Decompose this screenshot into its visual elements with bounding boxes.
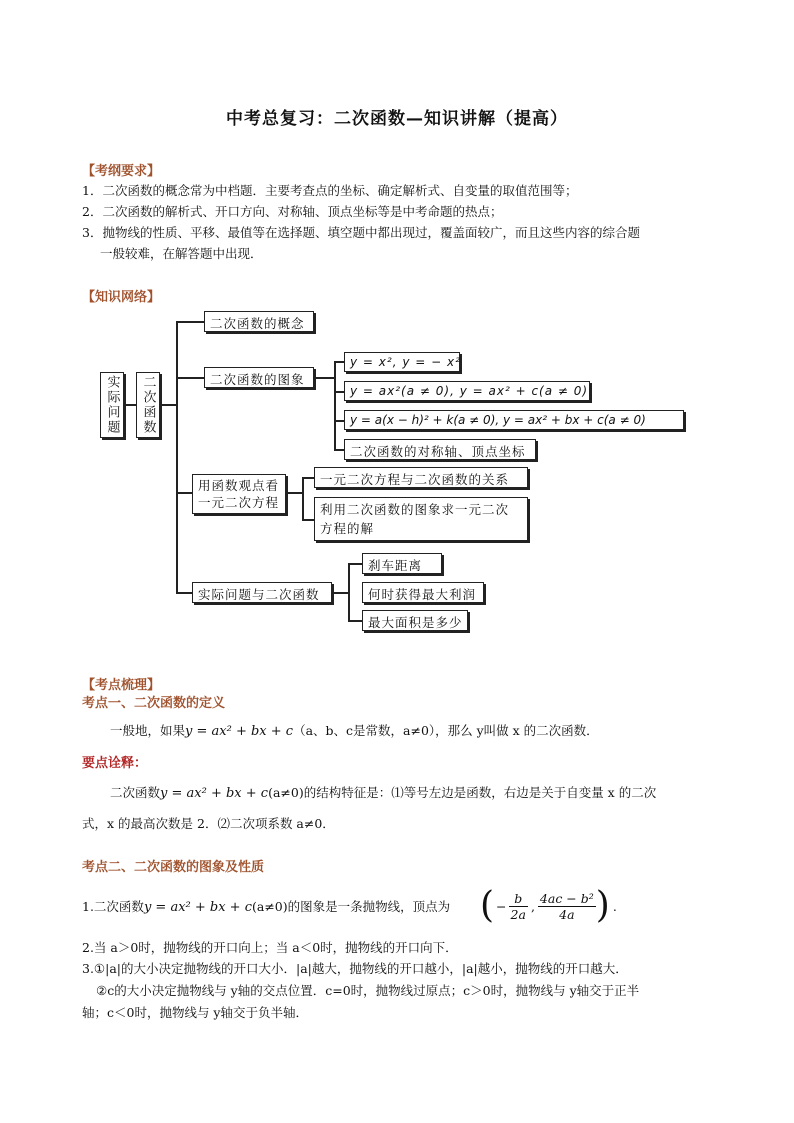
equation-item-2-line-1: 利用二次函数的图象求一元二次 (320, 502, 510, 517)
connector (162, 404, 176, 406)
graph-box: 二次函数的图象 (204, 367, 314, 388)
connector (176, 377, 204, 379)
point2-item-2: 2.当 a＞0时，抛物线的开口向上；当 a＜0时，抛物线的开口向下． (82, 940, 458, 955)
graph-item-3: y = a(x − h)² + k(a ≠ 0), y = ax² + bx + c(a ≠ 0) (344, 410, 684, 430)
point1-definition: 一般地，如果y = ax² + bx + c（a、b、c是常数，a≠0），那么 y叫做 x 的二次函数． (110, 723, 599, 739)
point2-heading: 考点二、二次函数的图象及性质 (82, 860, 265, 875)
connector (334, 592, 348, 594)
connector (302, 477, 314, 479)
connector (126, 404, 136, 406)
root-box: 实际问题 (100, 372, 124, 438)
note-formula: y = ax² + bx + c (160, 786, 269, 801)
equation-item-1: 一元二次方程与二次函数的关系 (314, 467, 528, 488)
vertex-y: $\frac{\text{4ac − b²}}{4a}$ (539, 890, 594, 922)
point1-note-cont: 式，x 的最高次数是 2．⑵二次项系数 a≠0． (82, 816, 335, 831)
equation-view-line-1: 用函数观点看 (198, 478, 280, 493)
center-box: 二次函数 (136, 372, 160, 438)
connector (334, 391, 344, 393)
connector (288, 492, 302, 494)
connector (176, 321, 204, 323)
application-item-3: 最大面积是多少 (362, 610, 468, 631)
point2-item-1: 1.二次函数y = ax² + bx + c(a≠0)的图象是一条抛物线，顶点为 (82, 899, 451, 915)
application-box: 实际问题与二次函数 (192, 582, 332, 603)
bracket-line (334, 361, 336, 449)
point2-item-3: 3.①|a|的大小决定抛物线的开口大小．|a|越大，抛物线的开口越小，|a|越小，抛物线的开口越大． (82, 961, 628, 976)
syllabus-item-2: 2．二次函数的解析式、开口方向、对称轴、顶点坐标等是中考命题的热点； (82, 204, 503, 219)
connector (334, 361, 344, 363)
graph-item-1: y = x², y = − x² (344, 352, 460, 372)
definition-formula: y = ax² + bx + c (185, 724, 294, 739)
points-heading: 【考点梳理】 (82, 678, 161, 693)
equation-view-box (192, 474, 286, 514)
bracket-line (302, 477, 304, 519)
connector (176, 492, 192, 494)
bracket-line (176, 321, 178, 593)
connector (316, 377, 334, 379)
page-title: 中考总复习：二次函数—知识讲解（提高） (226, 109, 568, 129)
connector (334, 420, 344, 422)
point2-item-3-cont2: 轴；c＜0时，抛物线与 y轴交于负半轴． (82, 1005, 308, 1020)
graph-item-4: 二次函数的对称轴、顶点坐标 (344, 439, 536, 460)
equation-view-line-2: 一元二次方程 (198, 495, 280, 510)
vertex-x: $\frac{b}{2a}$ (510, 890, 526, 922)
equation-item-2-line-2: 方程的解 (320, 521, 375, 536)
concept-box: 二次函数的概念 (204, 311, 314, 332)
graph-item-2: y = ax²(a ≠ 0), y = ax² + c(a ≠ 0) (344, 381, 590, 401)
connector (334, 449, 344, 451)
point2-item-3-cont: ②c的大小决定抛物线与 y轴的交点位置．c=0时，抛物线过原点；c＞0时，抛物线与 y轴交于正半 (96, 983, 640, 998)
syllabus-item-3-cont: 一般较难，在解答题中出现． (100, 246, 263, 261)
network-heading: 【知识网络】 (82, 290, 161, 305)
vertex-coordinates: ( − $\frac{b}{2a}$ , $\frac{\text{4ac − b²}}{4a}$ ) . (480, 885, 617, 926)
syllabus-item-1: 1．二次函数的概念常为中档题．主要考查点的坐标、确定解析式、自变量的取值范围等； (82, 183, 578, 198)
equation-item-2 (314, 497, 528, 541)
graph-formula: y = ax² + bx + c (143, 900, 252, 915)
connector (348, 563, 362, 565)
connector (302, 519, 314, 521)
point1-note: 二次函数y = ax² + bx + c(a≠0)的结构特征是：⑴等号左边是函数，右边是关于自变量 x 的二次 (110, 785, 657, 801)
syllabus-item-3: 3．抛物线的性质、平移、最值等在选择题、填空题中都出现过，覆盖面较广，而且这些内容的综合题 (82, 225, 640, 240)
syllabus-heading: 【考纲要求】 (82, 164, 161, 179)
bracket-line (348, 563, 350, 621)
connector (348, 620, 362, 622)
application-item-2: 何时获得最大利润 (362, 582, 484, 603)
application-item-1: 刹车距离 (362, 553, 442, 574)
connector (176, 592, 192, 594)
point1-heading: 考点一、二次函数的定义 (82, 696, 226, 711)
point1-note-heading: 要点诠释： (82, 756, 148, 771)
